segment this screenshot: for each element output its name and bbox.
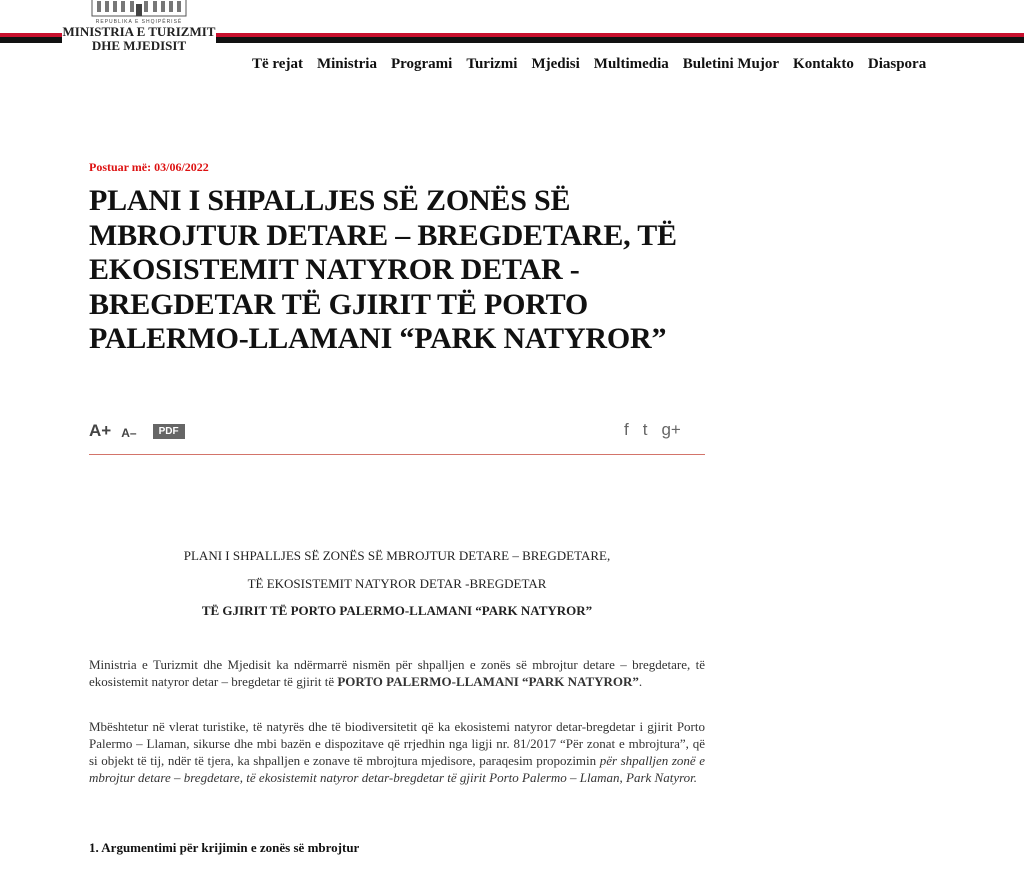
logo-republic-text: REPUBLIKA E SHQIPËRISË xyxy=(95,19,183,25)
nav-item-ministria[interactable]: Ministria xyxy=(316,56,377,72)
proposal-paragraph xyxy=(89,718,705,786)
ministry-logo[interactable] xyxy=(62,0,216,62)
nav-item-buletini-mujor[interactable]: Buletini Mujor xyxy=(682,56,780,72)
nav-item-diaspora[interactable]: Diaspora xyxy=(867,56,927,72)
article-title: PLANI I SHPALLJES SË ZONËS SË MBROJTUR DETARE – BREGDETARE, TË EKOSISTEMIT NATYROR DETAR - BREGDETAR TË GJIRIT TË PORTO PALERMO-LLAMANI “PARK NATYROR” xyxy=(89,184,677,355)
intro-bold-name: PORTO PALERMO-LLAMANI “PARK NATYROR” xyxy=(337,674,639,689)
logo-ministry-line2: DHE MJEDISIT xyxy=(91,38,187,53)
nav-item-multimedia[interactable]: Multimedia xyxy=(593,56,669,72)
posted-date-value: 03/06/2022 xyxy=(154,160,209,174)
body-title-line-2: TË EKOSISTEMIT NATYROR DETAR -BREGDETAR xyxy=(247,576,547,591)
title-divider xyxy=(89,454,705,455)
nav-item-kontakto[interactable]: Kontakto xyxy=(793,56,854,72)
main-navigation xyxy=(252,56,926,73)
section-heading-1: 1. Argumentimi për krijimin e zonës së mbrojtur xyxy=(89,840,360,855)
building-emblem-icon xyxy=(84,0,194,18)
googleplus-icon[interactable]: g+ xyxy=(661,420,681,439)
font-increase-button[interactable]: A+ xyxy=(89,421,112,440)
twitter-icon[interactable]: t xyxy=(642,420,648,439)
logo-ministry-line1: MINISTRIA E TURIZMIT xyxy=(62,24,216,39)
nav-item-programi[interactable]: Programi xyxy=(390,56,453,72)
nav-item-mjedisi[interactable]: Mjedisi xyxy=(531,56,580,72)
font-decrease-button[interactable]: A– xyxy=(121,426,137,440)
intro-text: Ministria e Turizmit dhe Mjedisit ka ndërmarrë nismën për shpalljen e zonës së mbrojtur detare – bregdetare, të ekosistemit natyror detar – bregdetar të gjirit të xyxy=(89,657,705,689)
pdf-button[interactable]: PDF xyxy=(153,424,185,439)
posted-date xyxy=(89,160,209,175)
nav-item-turizmi[interactable]: Turizmi xyxy=(466,56,518,72)
posted-label: Postuar më: xyxy=(89,160,152,174)
share-icons xyxy=(624,420,681,440)
body-title-line-1: PLANI I SHPALLJES SË ZONËS SË MBROJTUR DETARE – BREGDETARE, xyxy=(183,548,611,563)
article-tools xyxy=(89,420,185,442)
intro-end: . xyxy=(638,674,643,689)
intro-paragraph xyxy=(89,656,705,690)
nav-item-te-rejat[interactable]: Të rejat xyxy=(252,56,303,72)
facebook-icon[interactable]: f xyxy=(624,420,629,439)
proposal-text: Mbështetur në vlerat turistike, të natyrës dhe të biodiversitetit që ka ekosistemi natyror detar-bregdetar i gjirit Porto Palermo – Llaman, sikurse dhe mbi bazën e dispozitave që rrjedhin nga ligji nr. 81/2017 “Për zonat e mbrojtura”, që si objekt të tij, ndër të tjera, ka shpalljen e zonave të mbrojtura mjedisore, paraqesim propozimin xyxy=(89,719,705,768)
proposal-italic: për shpalljen zonë e mbrojtur detare – bregdetare, të ekosistemit natyror detar-bregdetar të gjirit Porto Palermo – Llaman, Park Natyror. xyxy=(89,753,705,785)
body-title-line-3: TË GJIRIT TË PORTO PALERMO-LLAMANI “PARK NATYROR” xyxy=(201,603,593,618)
